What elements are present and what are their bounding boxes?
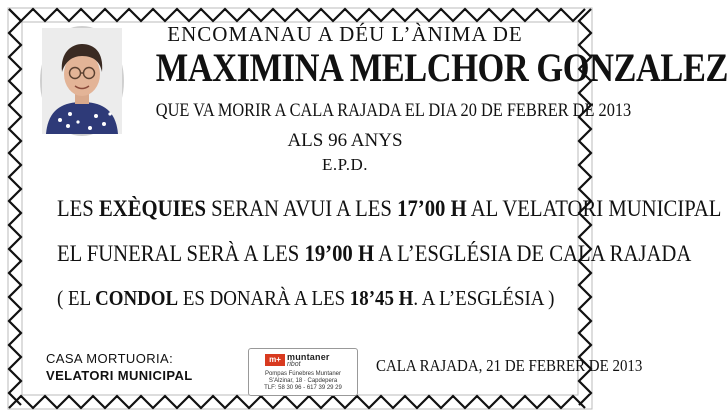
funeral-home-card	[248, 348, 358, 396]
death-line: QUE VA MORIR A CALA RAJADA EL DIA 20 DE FEBRER DE 2013	[155, 100, 632, 121]
condolence-keyword: CONDOL	[95, 286, 179, 310]
exequies-line	[57, 196, 722, 222]
funeral-home-logo-icon: m+	[265, 354, 285, 366]
exequies-keyword: EXÈQUIES	[98, 196, 206, 221]
age-line: ALS 96 ANYS	[287, 130, 403, 151]
exequies-text-c: SERAN AVUI A LES	[205, 196, 398, 221]
funeral-text-c: A L’ESGLÉSIA DE CALA RAJADA	[374, 241, 692, 266]
exequies-text-e: AL VELATORI MUNICIPAL	[466, 196, 722, 221]
epd-line: E.P.D.	[322, 155, 368, 174]
funeral-line	[57, 241, 692, 267]
funeral-home-brand: muntaner	[287, 352, 330, 362]
funeral-text-a: EL FUNERAL SERÀ A LES	[57, 241, 305, 266]
deceased-name: MAXIMINA MELCHOR GONZALEZ	[155, 45, 728, 90]
exequies-time: 17’00 H	[397, 196, 467, 221]
condolence-text-e: . A L’ESGLÉSIA )	[413, 286, 555, 310]
condolence-text-a: ( EL	[57, 286, 96, 310]
funeral-home-address: S’Alzinar, 18 · Capdepera	[268, 378, 338, 384]
exequies-text-a: LES	[57, 196, 99, 221]
notice-header: ENCOMANAU A DÉU L’ÀNIMA DE	[167, 22, 523, 46]
mortuary-name: VELATORI MUNICIPAL	[46, 368, 193, 383]
portrait-photo	[42, 28, 122, 134]
funeral-time: 19’00 H	[304, 241, 375, 266]
funeral-home-phone: TLF: 58 30 96 - 617 39 29 29	[264, 385, 342, 391]
funeral-home-brand-sub: ribot	[287, 361, 301, 368]
condolence-text-c: ES DONARÀ A LES	[178, 286, 350, 310]
condolence-line	[57, 286, 555, 311]
condolence-time: 18’45 H	[349, 286, 414, 310]
funeral-home-name: Pompas Fúnebres Muntaner	[264, 371, 342, 377]
place-date: CALA RAJADA, 21 DE FEBRER DE 2013	[376, 356, 643, 375]
mortuary-label: CASA MORTUORIA:	[46, 351, 174, 366]
